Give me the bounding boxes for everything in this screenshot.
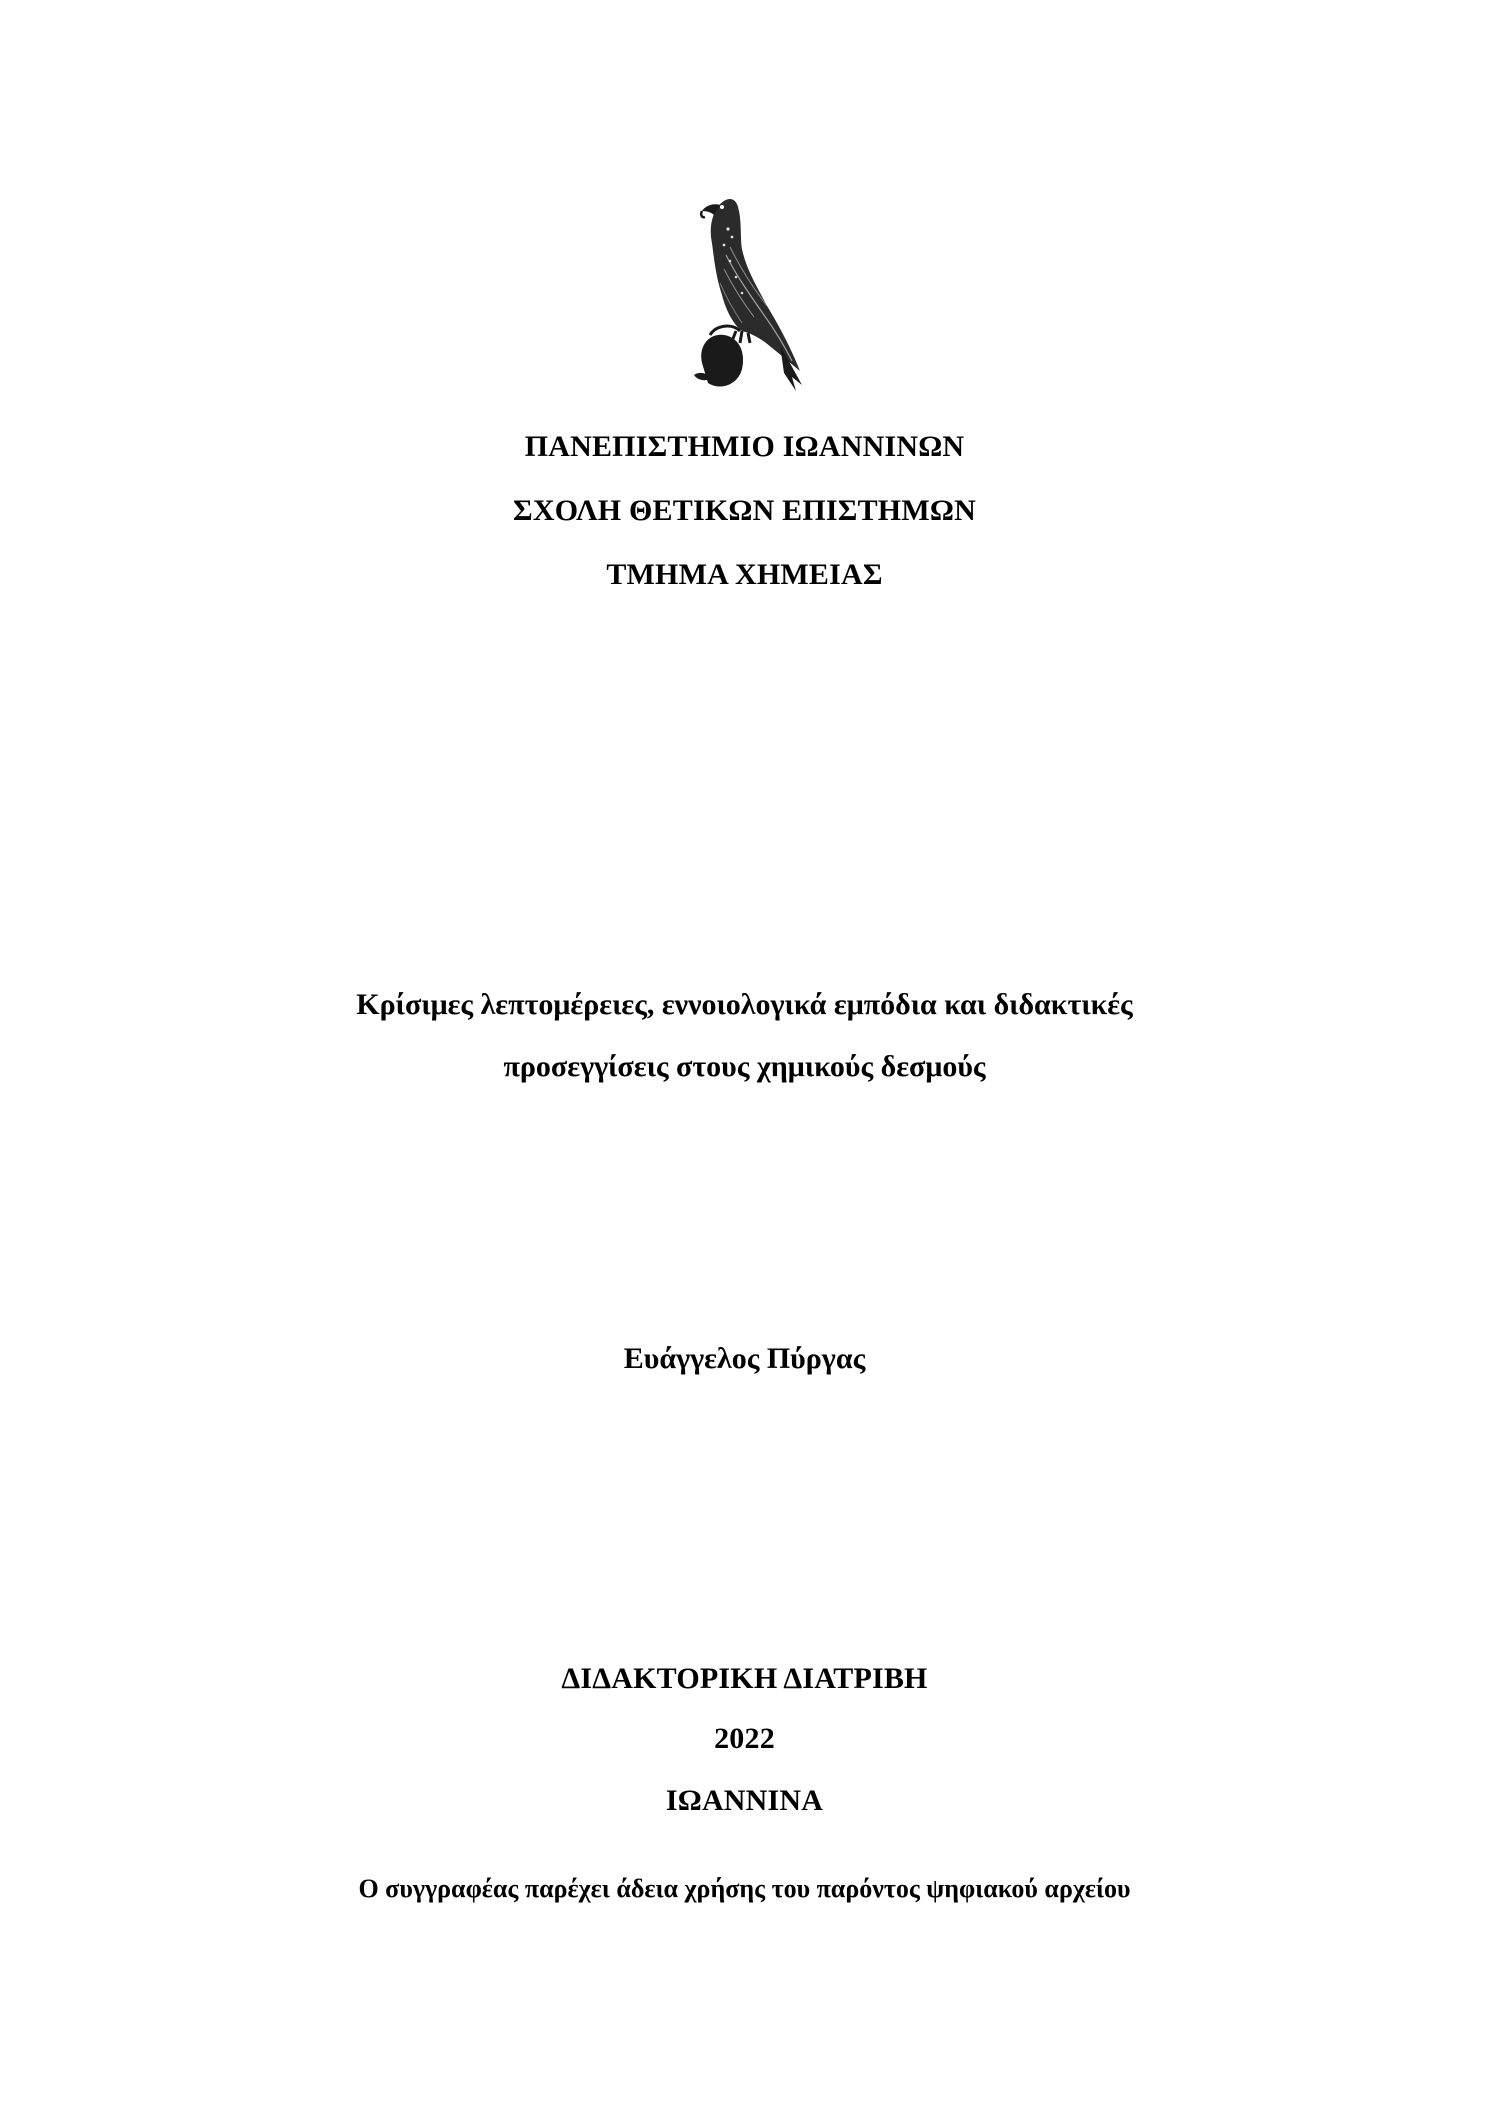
school-name: ΣΧΟΛΗ ΘΕΤΙΚΩΝ ΕΠΙΣΤΗΜΩΝ (513, 494, 976, 527)
author-name: Ευάγγελος Πύργας (623, 1342, 866, 1375)
thesis-title-line-2: προσεγγίσεις στους χημικούς δεσμούς (503, 1050, 986, 1083)
thesis-year: 2022 (714, 1722, 775, 1755)
thesis-title-line-1: Κρίσιμες λεπτομέρειες, εννοιολογικά εμπόδια και διδακτικές (356, 988, 1133, 1021)
license-note: Ο συγγραφέας παρέχει άδεια χρήσης του παρόντος ψηφιακού αρχείου (358, 1874, 1131, 1903)
thesis-city: ΙΩΑΝΝΙΝΑ (665, 1784, 824, 1817)
university-name: ΠΑΝΕΠΙΣΤΗΜΙΟ ΙΩΑΝΝΙΝΩΝ (524, 430, 965, 463)
thesis-type: ΔΙΔΑΚΤΟΡΙΚΗ ΔΙΑΤΡΙΒΗ (561, 1662, 928, 1695)
department-name: ΤΜΗΜΑ ΧΗΜΕΙΑΣ (606, 558, 883, 591)
university-eagle-emblem-icon (680, 185, 810, 410)
